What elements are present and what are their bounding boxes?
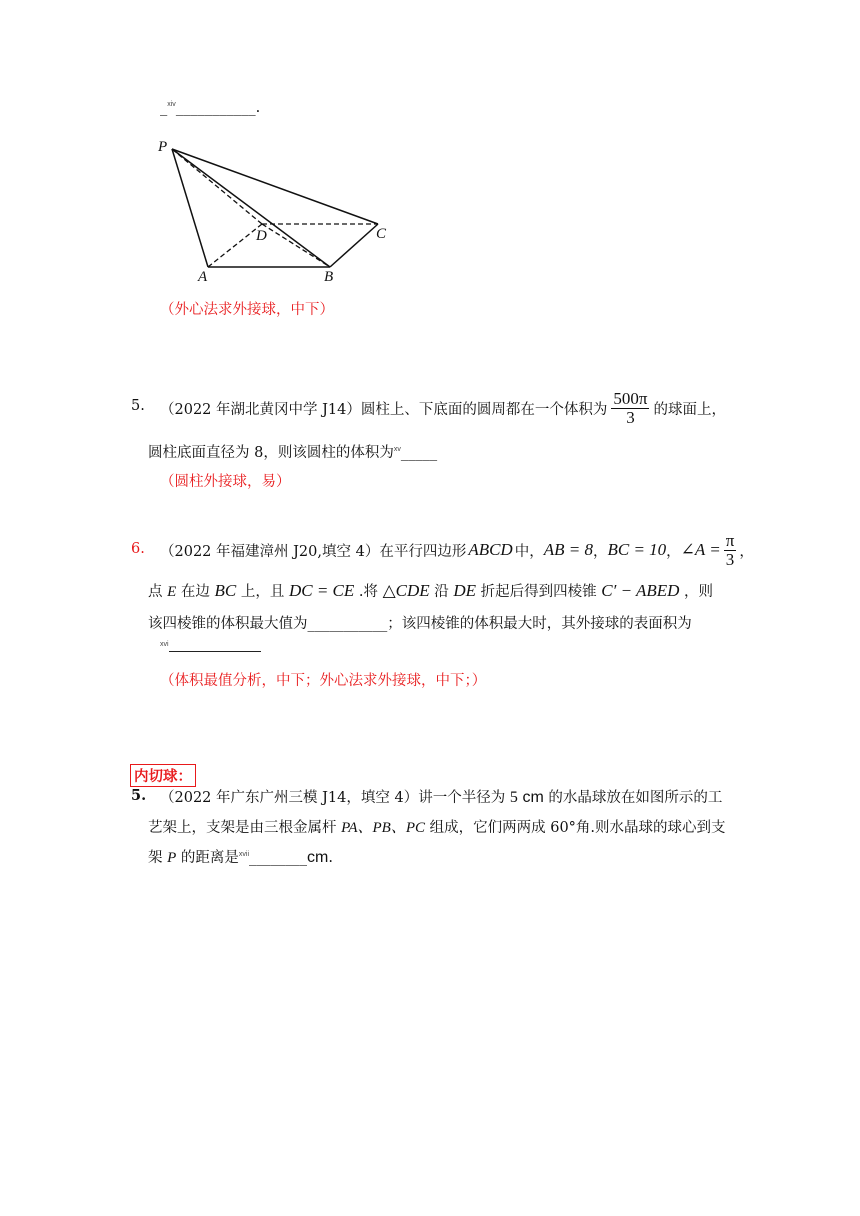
q6-fraction [724,532,737,569]
q6-ab: AB = 8 [543,540,593,559]
pyramid-diagram [150,135,410,285]
q5b-point-p: P [167,850,177,866]
q6-angle: ∠A = [680,540,721,559]
q6-bc: BC = 10 [607,540,667,559]
endnote-ref: xv [393,446,401,454]
endnote-ref: xvi [160,641,169,649]
q6-blank2 [169,649,261,652]
answer-blank: ___________ [175,100,256,116]
q6-tag: （体积最值分析，中下；外心法求外接球，中下；） [160,673,487,689]
q6-de: DE [453,581,477,600]
edge-PD-dashed [172,149,262,224]
q6-point-e: E [167,584,177,600]
label-A: A [198,269,208,285]
q6-l2-d: .将 [358,584,378,600]
q5-line1 [160,383,726,433]
answer-prefix: _ [160,100,168,116]
q6-pyramid: C′ − ABED [601,581,680,600]
q5b-cm1: cm [522,789,544,806]
q6-l2-e: 沿 [434,584,449,600]
q6-blank1: ___________ [307,616,388,632]
q6-l2-a: 点 [148,584,163,600]
q5b-l1-b: 的水晶球放在如图所示的工 [548,790,723,806]
q6-bc2: BC [214,581,237,600]
difficulty-tag: （外心法求外接球，中下） [160,302,334,318]
q5b-blank: ________ [249,850,308,866]
q6-line1 [160,527,754,573]
q6-comma2: ， [666,543,681,560]
endnote-ref: xiv [167,101,176,109]
q5-text-b: 的球面上， [653,401,726,418]
q6-l3-a: 该四棱锥的体积最大值为 [148,616,308,632]
q6-comma3: ， [739,543,754,560]
q6-l2-c: 上，且 [240,584,285,600]
q5b-rods: PA、PB、PC [341,820,425,836]
q5b-number: 5. [131,787,147,804]
prev-question-answer-line [160,100,260,116]
q5b-end: . [328,850,333,866]
q5b-five: 5 [509,789,518,806]
q5b-line3 [148,846,333,867]
endnote-ref: xvii [238,851,250,859]
q6-text-a: （2022 年福建漳州 J20,填空 4）在平行四边形 [160,543,467,560]
q6-frac-num: π [725,530,735,550]
edge-PB [172,149,330,267]
q6-comma1: ， [592,543,608,560]
q5b-l2-b: 组成，它们两两成 60°角.则水晶球的球心到支 [429,820,726,836]
label-B: B [324,269,334,285]
edge-PC [172,149,378,224]
q6-cde: △CDE [382,581,430,600]
q6-dcce: DC = CE [288,581,355,600]
q5-tag: （圆柱外接球，易） [160,474,291,490]
q5-line2 [148,441,437,462]
q6-l2-g: ，则 [684,584,714,600]
q6-l2-b: 在边 [180,584,210,600]
q6-l2-f: 折起后得到四棱锥 [480,584,597,600]
edge-AD-dashed [208,224,262,267]
q5b-line1 [160,786,722,807]
section-heading: 内切球： [130,764,196,787]
q5-fraction [611,390,649,427]
q6-line2 [148,580,713,601]
q6-text-b: 中， [514,543,544,560]
label-C: C [376,226,387,242]
q6-abcd: ABCD [468,540,513,559]
q6-number: 6. [131,541,145,557]
q6-l3-b: ；该四棱锥的体积最大时，其外接球的表面积为 [387,616,692,632]
q5b-l1-a: （2022 年广东广州三模 J14，填空 4）讲一个半径为 [160,790,506,806]
q6-line4 [160,640,261,656]
label-P: P [158,139,168,155]
q5-frac-num: 500π [613,388,648,408]
q6-frac-den: 3 [725,549,735,569]
q5b-l2-a: 艺架上，支架是由三根金属杆 [148,820,337,836]
q5-text: （2022 年湖北黄冈中学 J14）圆柱上、下底面的圆周都在一个体积为 [160,401,608,418]
q5-number: 5. [131,398,145,414]
q5-frac-den: 3 [626,407,635,427]
q5-blank: _____ [400,445,438,461]
edge-BC [330,224,378,267]
label-D: D [256,228,267,244]
q6-line3 [148,612,692,633]
answer-end: . [255,100,261,116]
q5b-l3-a: 架 [148,850,163,866]
q5-line2-text: 圆柱底面直径为 8，则该圆柱的体积为 [148,445,394,461]
q5b-line2 [148,816,726,837]
edge-PA [172,149,208,267]
q5b-l3-b: 的距离是 [180,850,239,866]
edge-DB-dashed [262,224,330,267]
q5b-cm2: cm [307,849,329,866]
